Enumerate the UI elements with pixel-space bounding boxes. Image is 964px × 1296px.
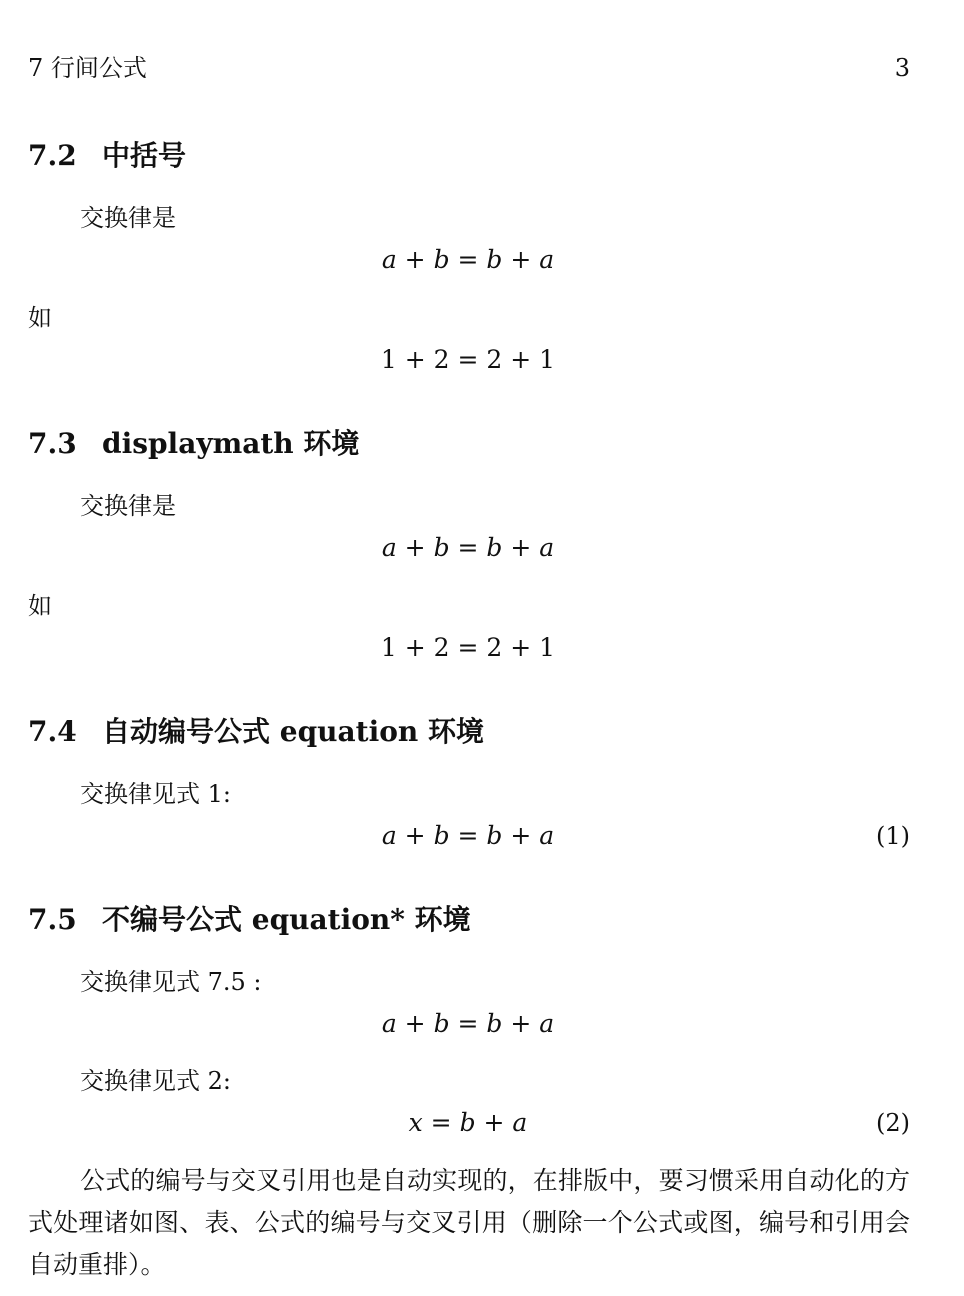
display-equation — [0, 531, 936, 565]
display-equation — [0, 819, 936, 853]
display-equation — [0, 1106, 936, 1140]
display-equation — [0, 631, 936, 665]
display-equation — [0, 243, 936, 277]
paragraph-between: 如 — [28, 304, 52, 332]
section-number: 7.2 — [28, 139, 77, 172]
equation-text: a + b = b + a — [381, 821, 555, 850]
paragraph-intro: 交换律见式 1: — [80, 780, 231, 808]
section-number: 7.3 — [28, 427, 77, 460]
section-title: 自动编号公式 equation 环境 — [102, 715, 484, 748]
closing-paragraph: 公式的编号与交叉引用也是自动实现的，在排版中，要习惯采用自动化的方式处理诸如图、表、公式的编号与交叉引用（删除一个公式或图，编号和引用会自动重排）。 — [28, 1166, 910, 1279]
paragraph-intro: 交换律是 — [80, 204, 176, 232]
section-number: 7.5 — [28, 903, 77, 936]
paragraph-intro-2: 交换律见式 2: — [80, 1067, 231, 1095]
section-title: 不编号公式 equation* 环境 — [102, 903, 471, 936]
section-heading-7-3 — [28, 426, 359, 462]
section-number: 7.4 — [28, 715, 77, 748]
paragraph-between: 如 — [28, 592, 52, 620]
section-title: 中括号 — [102, 139, 187, 172]
page-number: 3 — [894, 54, 910, 82]
paragraph-intro: 交换律见式 7.5 : — [80, 968, 262, 996]
equation-number: (1) — [876, 822, 910, 850]
section-heading-7-5 — [28, 902, 471, 938]
running-header-chapter: 7 行间公式 — [28, 54, 147, 82]
section-heading-7-4 — [28, 714, 484, 750]
equation-text: 1 + 2 = 2 + 1 — [380, 633, 556, 662]
equation-text: a + b = b + a — [381, 533, 555, 562]
equation-number: (2) — [876, 1109, 910, 1137]
section-heading-7-2 — [28, 138, 186, 174]
display-equation — [0, 1007, 936, 1041]
equation-text: a + b = b + a — [381, 245, 555, 274]
equation-text: 1 + 2 = 2 + 1 — [380, 345, 556, 374]
equation-text: a + b = b + a — [381, 1009, 555, 1038]
display-equation — [0, 343, 936, 377]
equation-text: x = b + a — [408, 1108, 528, 1137]
section-title: displaymath 环境 — [102, 427, 360, 460]
paragraph-intro: 交换律是 — [80, 492, 176, 520]
